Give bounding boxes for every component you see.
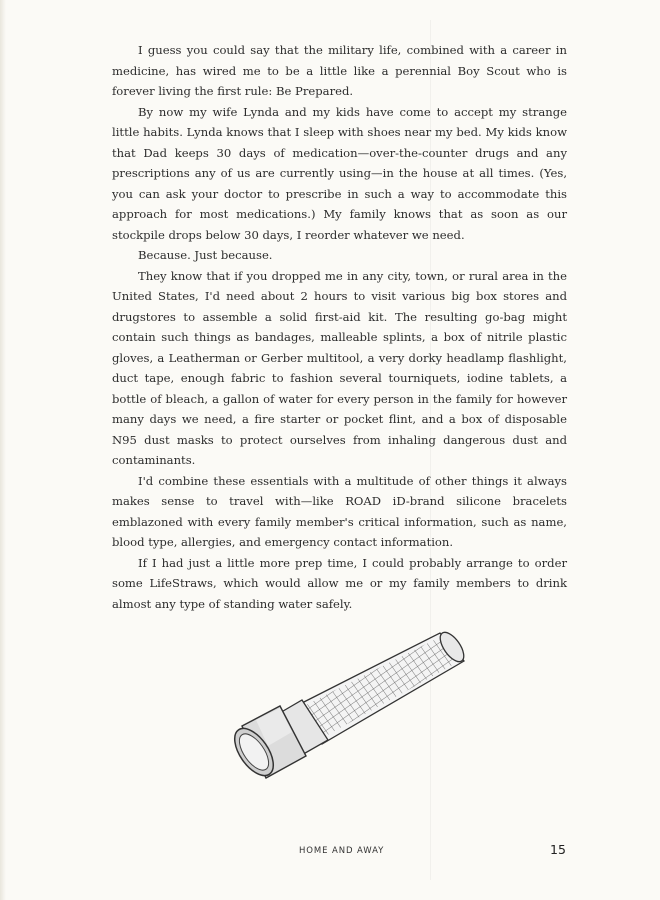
- paragraph-4: They know that if you dropped me in any city, town, or rural area in the United States, I'd need about 2 hours to visit various big box stores and drugstores to assemble a solid first-aid kit. The resulting go-bag might contain such things as bandages, malleable splints, a box of nitrile plastic gloves, a Leatherman or Gerber multitool, a very dorky headlamp flashlight, duct tape, enough fabric to fashion several tourniquets, iodine tablets, a bottle of bleach, a gallon of water for every person in the family for however many days we need, a fire starter or pocket flint, and a box of disposable N95 dust masks to protect ourselves from inhaling dangerous dust and contaminants.: [112, 268, 567, 467]
- paragraph-1: I guess you could say that the military life, combined with a career in medicine, has wired me to be a little like a perennial Boy Scout who is forever living the first rule: Be Prepared.: [112, 43, 567, 98]
- page-number: 15: [550, 842, 566, 857]
- paragraph-2: By now my wife Lynda and my kids have come to accept my strange little habits. Lynda knows that I sleep with shoes near my bed. My kids know that Dad keeps 30 days of medication—over-the-counter drugs and any prescriptions any of us are currently using—in the house at all times. (Yes, you can ask your doctor to prescribe in such a way to accommodate this approach for most medications.) My family knows that as soon as our stockpile drops below 30 days, I reorder whatever we need.: [112, 104, 567, 242]
- paragraph-5: I'd combine these essentials with a multitude of other things it always makes sense to travel with—like ROAD iD-brand silicone bracelets emblazoned with every family member's critical information, such as name, blood type, allergies, and emergency contact information.: [112, 473, 567, 549]
- paragraph-3: Because. Just because.: [138, 248, 273, 262]
- running-footer: HOME AND AWAY: [299, 846, 385, 856]
- page-edge: [0, 0, 6, 900]
- paragraph-6: If I had just a little more prep time, I could probably arrange to order some LifeStraws, which would allow me or my family members to drink almost any type of standing water safely.: [112, 555, 567, 611]
- flashlight-icon: [228, 628, 468, 788]
- body-text: [112, 40, 567, 614]
